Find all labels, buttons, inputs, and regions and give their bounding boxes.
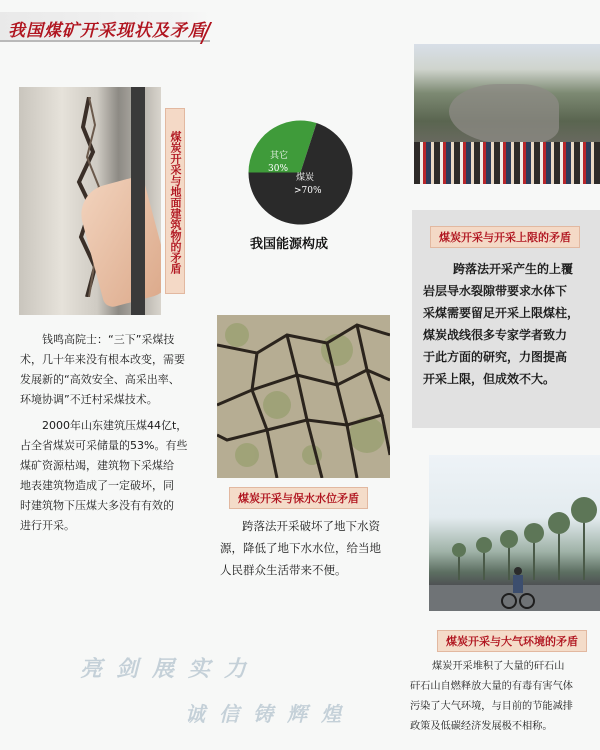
upper-limit-line: 于此方面的研究，力图提高 (423, 350, 568, 364)
pie-value-coal: >70% (294, 186, 322, 196)
landslide-graphic (449, 84, 559, 144)
air-heading: 煤炭开采与大气环境的矛盾 (437, 630, 587, 652)
water-text-line: 源，降低了地下水水位，给当地 (220, 541, 381, 555)
left-text-line: 进行开采。 (20, 519, 75, 532)
pie-caption: 我国能源构成 (250, 237, 329, 252)
water-text-line: 跨落法开采破坏了地下水资 (242, 519, 380, 533)
pie-label-coal: 煤炭 (296, 173, 315, 183)
cracked-earth-graphic (217, 315, 390, 478)
upper-limit-line: 煤炭战线很多专家学者致力 (423, 328, 568, 342)
left-text-line: 发展新的“高效安全、高采出率、 (20, 373, 180, 386)
air-text-line: 矸石山自燃释放大量的有毒有害气体 (410, 681, 573, 692)
pie-value-other: 30% (268, 164, 289, 174)
left-text-block (20, 330, 200, 536)
left-text-line: 时建筑物下压煤大多没有有效的 (20, 499, 174, 512)
title-bar (0, 12, 210, 42)
upper-limit-line: 岩层导水裂隙带要求水体下 (423, 284, 568, 298)
upper-limit-heading: 煤炭开采与开采上限的矛盾 (430, 226, 580, 248)
smog-road-photo (429, 455, 600, 611)
door-frame-graphic (131, 87, 145, 315)
upper-limit-line: 开采上限，但成效不大。 (423, 372, 556, 386)
side-label: 煤炭开采与地面建筑物的矛盾 (165, 108, 185, 294)
air-text-line: 政策及低碳经济发展极不相称。 (410, 721, 553, 732)
left-text-line: 术，几十年来没有根本改变，需要 (20, 353, 185, 366)
air-text-line: 污染了大气环境，与目前的节能减排 (410, 701, 573, 712)
cracked-earth-photo (217, 315, 390, 478)
smog-road-graphic (429, 455, 600, 611)
left-text-line: 地表建筑物造成了一定破坏，同 (20, 479, 174, 492)
air-text (410, 657, 600, 737)
left-text-line: 2000年山东建筑压煤44亿t， (42, 419, 188, 432)
crowd-graphic (414, 142, 600, 184)
left-text-line: 煤矿资源枯竭，建筑物下采煤给 (20, 459, 174, 472)
slogan-line-2: 诚信铸辉煌 (185, 702, 355, 726)
upper-limit-line: 采煤需要留足开采上限煤柱， (423, 306, 580, 320)
left-text-line: 钱鸣高院士：“三下”采煤技 (42, 333, 175, 346)
water-text (220, 515, 410, 581)
page-title: 我国煤矿开采现状及矛盾 (8, 21, 206, 41)
upper-limit-line: 跨落法开采产生的上覆 (453, 262, 574, 276)
slogan-line-1: 亮剑展实力 (80, 657, 261, 682)
upper-limit-text (423, 258, 598, 390)
pie-label-other: 其它 (270, 151, 289, 161)
air-text-line: 煤炭开采堆积了大量的矸石山 (432, 661, 565, 672)
left-text-line: 占全省煤炭可采储量的53%。有些 (20, 439, 188, 452)
water-text-line: 人民群众生活带来不便。 (220, 563, 347, 577)
landslide-crowd-photo (414, 44, 600, 184)
left-text-line: 环境协调”不迁村采煤技术。 (20, 393, 158, 406)
wall-crack-photo (19, 87, 161, 315)
energy-pie-chart (248, 120, 353, 225)
water-heading: 煤炭开采与保水水位矛盾 (229, 487, 368, 509)
